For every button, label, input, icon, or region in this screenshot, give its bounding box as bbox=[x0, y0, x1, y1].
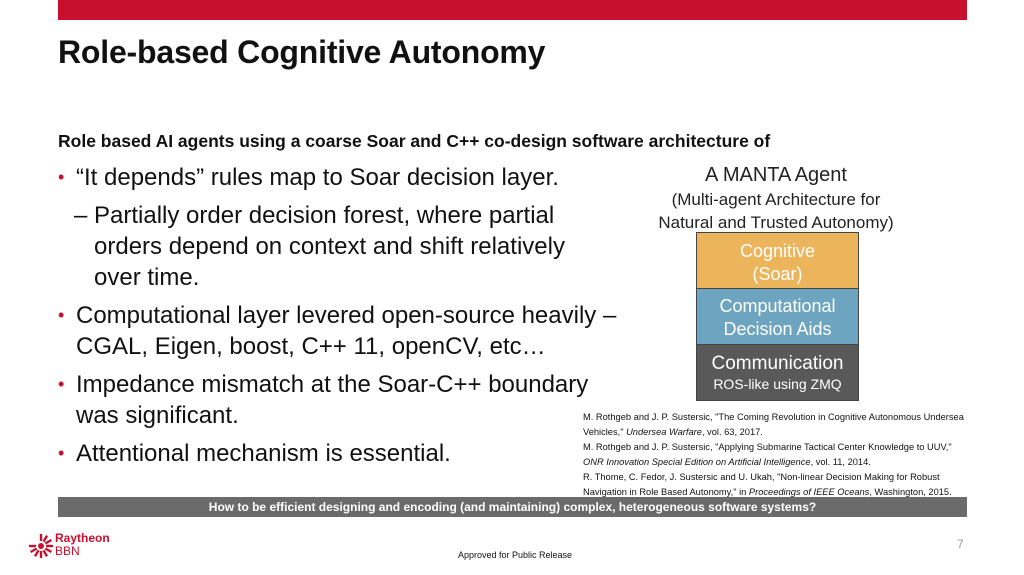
bullet-item bbox=[58, 162, 618, 193]
bullet-dot-icon: • bbox=[58, 443, 65, 463]
logo-division: BBN bbox=[55, 544, 80, 558]
reference-item bbox=[583, 470, 968, 499]
communication-layer bbox=[696, 345, 859, 401]
references bbox=[583, 410, 968, 500]
footer-question-bar: How to be efficient designing and encoding (and maintaining) complex, heterogeneous software systems? bbox=[58, 497, 967, 517]
reference-venue: Proceedings of IEEE Oceans bbox=[748, 486, 870, 497]
agent-caption bbox=[642, 162, 910, 234]
slide-subtitle: Role based AI agents using a coarse Soar and C++ co-design software architecture of bbox=[58, 131, 771, 151]
agent-expansion-line: Natural and Trusted Autonomy) bbox=[658, 213, 894, 232]
architecture-stack bbox=[696, 232, 859, 401]
bullet-dot-icon: • bbox=[58, 374, 65, 394]
top-accent-bar bbox=[58, 0, 967, 20]
bullet-dot-icon: • bbox=[58, 305, 65, 325]
layer-label: Decision Aids bbox=[723, 319, 832, 339]
bullet-item bbox=[58, 369, 618, 431]
layer-label: Cognitive bbox=[739, 241, 816, 261]
sub-bullet-item bbox=[58, 200, 618, 293]
layer-label: Communication bbox=[711, 353, 844, 374]
reference-text: , Washington, 2015. bbox=[869, 486, 952, 497]
sub-bullet-text: Partially order decision forest, where partial orders depend on context and shift relatively over time. bbox=[94, 202, 565, 291]
reference-venue: Undersea Warfare bbox=[626, 426, 702, 437]
bullet-item bbox=[58, 438, 618, 469]
layer-sublabel: ROS-like using ZMQ bbox=[713, 376, 842, 392]
reference-text: , vol. 63, 2017. bbox=[701, 426, 763, 437]
cognitive-layer bbox=[696, 232, 859, 289]
bullet-list bbox=[58, 162, 618, 476]
computational-layer bbox=[696, 289, 859, 345]
release-note: Approved for Public Release bbox=[458, 550, 573, 560]
reference-venue: ONR Innovation Special Edition on Artificial Intelligence bbox=[583, 456, 811, 467]
bullet-text: “It depends” rules map to Soar decision layer. bbox=[76, 164, 559, 191]
reference-item bbox=[583, 410, 968, 439]
bullet-text: Impedance mismatch at the Soar-C++ boundary was significant. bbox=[76, 371, 589, 429]
bullet-item bbox=[58, 300, 618, 362]
reference-text: M. Rothgeb and J. P. Sustersic, "Applying Submarine Tactical Center Knowledge to UUV," bbox=[583, 442, 952, 452]
agent-expansion-line: (Multi-agent Architecture for bbox=[671, 190, 881, 209]
slide-title: Role-based Cognitive Autonomy bbox=[58, 34, 546, 70]
logo-wordmark bbox=[55, 532, 110, 558]
logo-name: Raytheon bbox=[55, 531, 110, 545]
reference-text: M. Rothgeb and J. P. Sustersic, "The Coming Revolution in Cognitive Autonomous Undersea Vehicles," bbox=[583, 412, 964, 437]
reference-text: R. Thome, C. Fedor, J. Sustersic and U. Ukah, "Non-linear Decision Making for Robust Navigation in Role Based Autonomy," in bbox=[583, 472, 940, 497]
bullet-text: Attentional mechanism is essential. bbox=[76, 440, 451, 467]
reference-item bbox=[583, 440, 968, 469]
agent-title: A MANTA Agent bbox=[705, 164, 847, 186]
layer-label: (Soar) bbox=[752, 264, 803, 284]
layer-label: Computational bbox=[719, 296, 836, 316]
bullet-text: Computational layer levered open-source heavily – CGAL, Eigen, boost, C++ 11, openCV, etc… bbox=[76, 302, 617, 360]
reference-text: , vol. 11, 2014. bbox=[810, 456, 871, 467]
dash-icon: – bbox=[74, 202, 88, 229]
bullet-dot-icon: • bbox=[58, 167, 65, 187]
page-number: 7 bbox=[957, 537, 964, 551]
